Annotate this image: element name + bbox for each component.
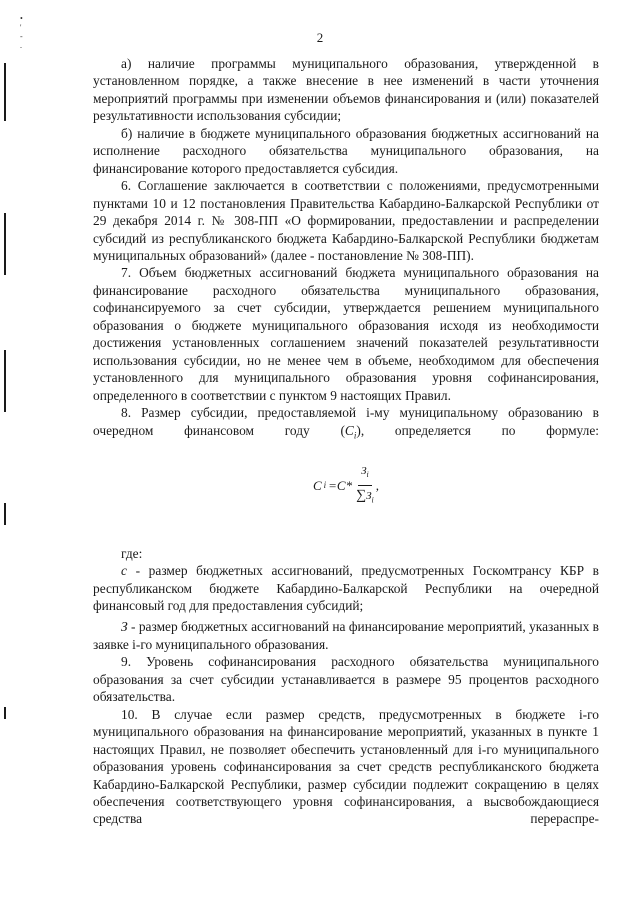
paragraph-5b: б) наличие в бюджете муниципального образования бюджетных ассигнований на исполнение расходного обязательства муниципального образования, на финансирование которого предоставляется субсидия. xyxy=(93,125,599,176)
margin-dots: • ' - . xyxy=(20,14,23,50)
definition-z xyxy=(93,618,599,653)
paragraph-5a: а) наличие программы муниципального образования, утвержденной в установленном порядке, а также внесение в нее изменений в части уточнения мероприятий программы при изменении объемов финансирования и (или) показателей результативности использования субсидии; xyxy=(93,56,599,124)
symbol-c-i-sub: i xyxy=(353,430,357,441)
definition-c-text: - размер бюджетных ассигнований, предусмотренных Госкомтрансу КБР в республиканском бюджете Кабардино-Балкарской Республики на очередной финансовый год для предоставления субсидий; xyxy=(93,563,599,613)
formula-fraction xyxy=(356,463,374,508)
definition-c xyxy=(93,562,599,614)
formula xyxy=(93,449,599,523)
formula-lhs-sub: i xyxy=(323,479,327,490)
margin-mark xyxy=(4,63,6,121)
paragraph-8 xyxy=(93,404,599,445)
document-body xyxy=(93,55,599,828)
paragraph-7: 7. Объем бюджетных ассигнований бюджета муниципального образования на финансирование расходного обязательства муниципального образования, софинансируемого за счет субсидии, утверждается решением муниципального образования о бюджете муниципального образования исходя из необходимости достижения установленных соглашением значений показателей результативности использования субсидии, но не менее чем в объеме, необходимом для обеспечения установленного для муниципального образования уровня софинансирования, определенного в соответствии с пунктом 9 настоящих Правил. xyxy=(93,265,599,403)
where-label: где: xyxy=(121,545,143,561)
symbol-c: c xyxy=(121,563,127,579)
margin-mark xyxy=(4,707,6,719)
page-number: 2 xyxy=(316,30,324,45)
margin-mark xyxy=(4,213,6,275)
paragraph-8-end: ), определяется по формуле: xyxy=(356,422,600,438)
formula-tail: , xyxy=(375,477,380,493)
margin-mark xyxy=(4,503,6,525)
formula-numerator: $З_i$ xyxy=(358,463,372,486)
sigma-symbol: ∑ xyxy=(356,487,367,503)
formula-equals: =C* xyxy=(328,477,353,493)
formula-denominator: $\sum З_i$ xyxy=(356,487,374,504)
symbol-z: З xyxy=(121,619,128,635)
paragraph-8-start: 8. Размер субсидии, предоставляемой i-му муниципальному образованию в очередном финансовом году ( xyxy=(93,405,599,438)
formula-lhs: C xyxy=(312,477,322,493)
paragraph-9: 9. Уровень софинансирования расходного обязательства муниципального образования за счет субсидии устанавливается в размере 95 процентов расходного обязательства. xyxy=(93,654,599,705)
paragraph-10: 10. В случае если размер средств, предусмотренных в бюджете i-го муниципального образования на финансирование мероприятий, указанных в пункте 1 настоящих Правил, не позволяет обеспечить установленный для i-го муниципального образования уровень софинансирования за счет средств республиканского бюджета Кабардино-Балкарской Республики, размер субсидии подлежит сокращению в целях обеспечения соответствующего уровня софинансирования, а высвобождающиеся средства перераспре- xyxy=(93,706,599,827)
symbol-c-i: C xyxy=(344,422,354,438)
margin-mark xyxy=(4,350,6,412)
paragraph-6: 6. Соглашение заключается в соответствии с положениями, предусмотренными пунктами 10 и 12 постановления Правительства Кабардино-Балкарской Республики от 29 декабря 2014 г. № 308-ПП «О формировании, предоставлении и распределении субсидий из республиканского бюджета Кабардино-Балкарской Республики бюджетам муниципальных образований» (далее - постановление № 308-ПП). xyxy=(93,178,599,263)
definition-z-text: - размер бюджетных ассигнований на финансирование мероприятий, указанных в заявке i-го муниципального образования. xyxy=(93,619,599,652)
